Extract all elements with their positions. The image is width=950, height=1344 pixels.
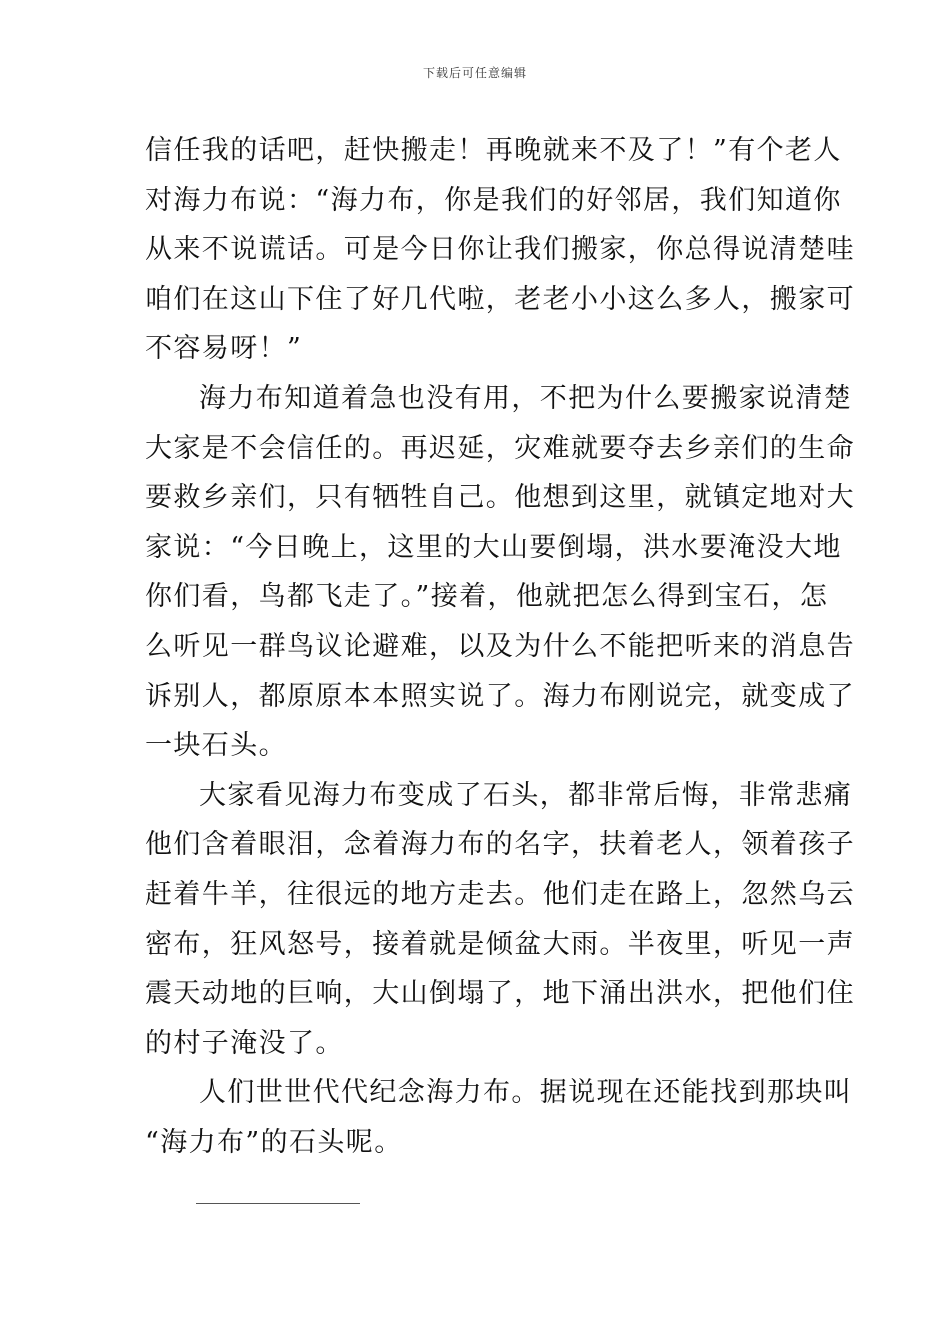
text-line: 赶着牛羊，往很远的地方走去。他们走在路上，忽然乌云	[145, 878, 855, 910]
text-line: 对海力布说：“海力布，你是我们的好邻居，我们知道你	[145, 184, 842, 216]
text-line: 要救乡亲们，只有牺牲自己。他想到这里，就镇定地对大	[145, 482, 855, 514]
paragraph	[145, 126, 855, 374]
text-line: 么听见一群鸟议论避难，以及为什么不能把听来的消息告	[145, 630, 855, 662]
text-line: 海力布知道着急也没有用，不把为什么要搬家说清楚	[199, 382, 853, 414]
header-note: 下载后可任意编辑	[422, 66, 527, 80]
text-line: 诉别人，都原原本本照实说了。海力布刚说完，就变成了	[145, 680, 855, 712]
text-line: 不容易呀！”	[145, 333, 303, 365]
text-line: 的村子淹没了。	[145, 1027, 344, 1059]
footnote-divider	[196, 1203, 360, 1204]
paragraph	[145, 374, 855, 771]
text-line: 大家看见海力布变成了石头，都非常后悔，非常悲痛	[199, 779, 853, 811]
text-line: 信任我的话吧，赶快搬走！再晚就来不及了！”有个老人	[145, 135, 842, 166]
text-line: 他们含着眼泪，念着海力布的名字，扶着老人，领着孩子	[145, 829, 855, 861]
text-line: 大家是不会信任的。再迟延，灾难就要夺去乡亲们的生命	[145, 432, 855, 464]
text-line: 咱们在这山下住了好几代啦，老老小小这么多人，搬家可	[145, 283, 855, 315]
text-line: 你们看，鸟都飞走了。”接着，他就把怎么得到宝石，怎	[145, 581, 829, 613]
text-line: 一块石头。	[145, 730, 287, 762]
paragraph	[145, 771, 855, 1069]
text-line: 密布，狂风怒号，接着就是倾盆大雨。半夜里，听见一声	[145, 928, 855, 960]
story-body	[145, 126, 855, 1167]
text-line: 震天动地的巨响，大山倒塌了，地下涌出洪水，把他们住	[145, 978, 855, 1010]
text-line: 从来不说谎话。可是今日你让我们搬家，你总得说清楚哇	[145, 234, 855, 266]
text-line: 家说：“今日晚上，这里的大山要倒塌，洪水要淹没大地	[145, 531, 842, 563]
text-line: 人们世世代代纪念海力布。据说现在还能找到那块叫	[199, 1077, 853, 1109]
paragraph	[145, 1068, 853, 1167]
text-line: “海力布”的石头呢。	[145, 1126, 403, 1158]
